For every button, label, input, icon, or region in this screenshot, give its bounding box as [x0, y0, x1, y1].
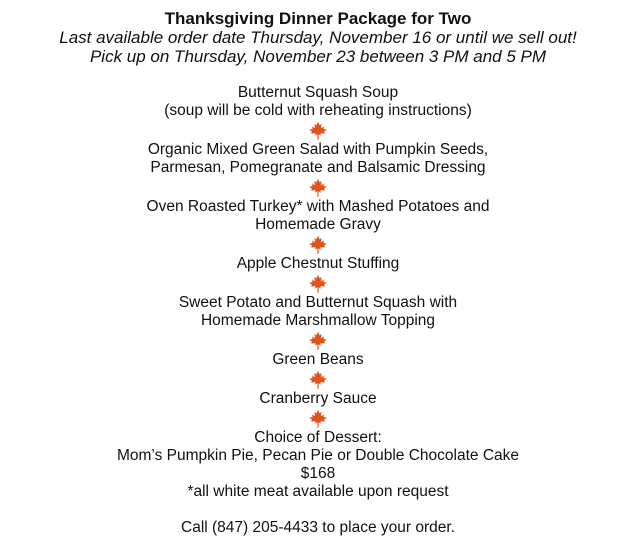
footnote: *all white meat available upon request: [187, 483, 449, 500]
maple-leaf-icon: [0, 370, 636, 390]
menu-item-soup: [0, 84, 636, 120]
menu-item-cranberry: [0, 390, 636, 408]
menu-item-line: Mom’s Pumpkin Pie, Pecan Pie or Double Chocolate Cake: [116, 447, 520, 464]
menu-item-line: Homemade Gravy: [255, 216, 381, 233]
page-title: Thanksgiving Dinner Package for Two: [164, 9, 472, 28]
menu-item-green-beans: [0, 351, 636, 369]
pickup-info: Pick up on Thursday, November 23 between 3 PM and 5 PM: [89, 47, 547, 66]
menu-item-line: (soup will be cold with reheating instructions): [164, 102, 472, 119]
maple-leaf-icon: [0, 409, 636, 429]
menu-item-salad: [0, 141, 636, 177]
menu-item-line: Butternut Squash Soup: [237, 84, 399, 101]
maple-leaf-icon: [0, 178, 636, 198]
maple-leaf-icon: [0, 331, 636, 351]
menu-list: [0, 84, 636, 501]
order-deadline: Last available order date Thursday, November 16 or until we sell out!: [59, 28, 577, 47]
call-to-order: Call (847) 205-4433 to place your order.: [181, 519, 455, 536]
maple-leaf-icon: [0, 274, 636, 294]
menu-item-line: Green Beans: [272, 351, 364, 368]
maple-leaf-icon: [0, 121, 636, 141]
menu-item-line: Choice of Dessert:: [254, 429, 382, 446]
menu-item-line: Homemade Marshmallow Topping: [200, 312, 436, 329]
menu-item-line: Oven Roasted Turkey* with Mashed Potatoes and: [146, 198, 490, 215]
maple-leaf-icon: [0, 235, 636, 255]
menu-item-dessert: [0, 429, 636, 465]
menu-item-line: Cranberry Sauce: [259, 390, 377, 407]
menu-item-turkey: [0, 198, 636, 234]
menu-item-line: Apple Chestnut Stuffing: [236, 255, 400, 272]
price: $168: [300, 465, 336, 482]
menu-item-line: Sweet Potato and Butternut Squash with: [178, 294, 458, 311]
menu-item-line: Organic Mixed Green Salad with Pumpkin Seeds,: [147, 141, 489, 158]
menu-item-line: Parmesan, Pomegranate and Balsamic Dressing: [150, 159, 486, 176]
menu-item-sweet-potato: [0, 294, 636, 330]
menu-item-stuffing: [0, 255, 636, 273]
